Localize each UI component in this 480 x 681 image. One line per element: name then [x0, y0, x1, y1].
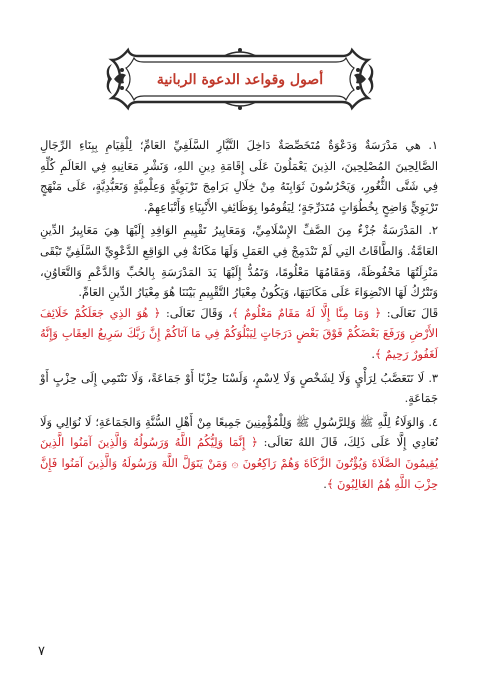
- verse-end-3: .: [323, 477, 327, 491]
- quran-verse-1: ﴿ وَمَا مِنَّا إِلَّا لَهُ مَقَامٌ مَعْلُومٌ ﴾: [231, 306, 382, 320]
- page-number: ٧: [38, 644, 45, 659]
- paragraph-2: ٢. المَدْرَسَةُ جُزْءٌ مِنَ الصَّفِّ الإِسْلَامِيِّ، وَمَعَايِيرُ تَقْيِيمِ الوَافِدِ إِلَيْهَا هِيَ مَعَايِيرُ الدِّينِ العَامَّةُ. وَالطَّاقَاتُ التِي لَمْ تَنْدَمِجْ فِي العَمَلِ وَلَهَا مَكَانَةٌ فِي الوَاقِعِ الدَّعْوِيِّ السَّلَفِيِّ تَبْقَى مَنْزِلَتُهَا مَحْفُوظَةً، وَمَقَامُهَا مَعْلُومًا، وَتَمُدُّ إِلَيْهَا يَدَ المَدْرَسَةِ بِالحُبِّ وَالدَّعْمِ وَالتَّعَاوُنِ، وَتَتْرُكُ لَهَا الانْضِوَاءَ عَلَى مَكَانَتِهَا، وَيَكُونُ مِعْيَارُ التَّقْيِيمِ بَيْنَنَا هُوَ مِعْيَارُ الدِّينِ العَامِّ.: [40, 224, 438, 300]
- paragraph-3: ٣. لَا نَتَعَصَّبُ لِرَأْيٍ وَلَا لِشَخْصٍ وَلَا لِاسْمٍ، وَلَسْنَا حِزْبًا أَوْ جَمَاعَةً، وَلَا نَنْتَمِي إِلَى حِزْبٍ أَوْ جَمَاعَةٍ.: [40, 371, 438, 406]
- paragraph-2-verses: [40, 304, 438, 366]
- paragraph-1: ١. هي مَدْرَسَةٌ وَدَعْوَةٌ مُتَخَصِّصَةٌ دَاخِلَ التَّيَّارِ السَّلَفِيِّ العَامِّ؛ لِلْقِيَامِ بِبِنَاءِ الرِّجَالِ الصَّالِحِينَ المُصْلِحِينَ، الذِينَ يَعْمَلُونَ عَلَى إِقَامَةِ دِينِ اللهِ، وَنَشْرِ مَعَانِيهِ فِي العَالَمِ كُلِّهِ فِي شَتَّى الثُّغُورِ، وَيَحْرُسُونَ ثَوَابِتَهُ مِنْ خِلَالِ بَرَامِجَ تَرْبَوِيَّةٍ وَعِلْمِيَّةٍ وَتَعَبُّدِيَّةٍ، عَلَى مَنْهَجٍ تَرْبَوِيٍّ وَاضِحٍ بِخُطُوَاتٍ مُتَدَرِّجَةٍ؛ لِيَقُومُوا بِوَظَائِفِ الأَنْبِيَاءِ وَأَتْبَاعِهِمْ.: [40, 139, 438, 214]
- quran-verse-3: ﴿ إِنَّمَا وَلِيُّكُمُ اللَّهُ وَرَسُولُهُ وَالَّذِينَ آمَنُوا الَّذِينَ يُقِيمُونَ الصَّلَاةَ وَيُؤْتُونَ الزَّكَاةَ وَهُمْ رَاكِعُونَ ۞ وَمَنْ يَتَوَلَّ اللَّهَ وَرَسُولَهُ وَالَّذِينَ آمَنُوا فَإِنَّ حِزْبَ اللَّهِ هُمُ الغَالِبُونَ ﴾: [40, 436, 438, 491]
- title-banner: [104, 46, 376, 112]
- paragraph-4-lead: ٤. وَالوَلَاءُ لِلَّهِ ﷺ وَلِلرَّسُولِ ﷺ وَلِلْمُؤْمِنِينَ جَمِيعًا مِنْ أَهْلِ السُّنَّةِ وَالجَمَاعَةِ؛ لَا نُوَالِي وَلَا نُعَادِي إِلَّا عَلَى ذَلِكَ، قَالَ اللهُ تَعَالَى:: [40, 415, 439, 450]
- page-title: أصول وقواعد الدعوة الربانية: [156, 72, 324, 88]
- verse-end-2: .: [371, 347, 375, 361]
- quran-verse-2: ﴿ هُوَ الذِي جَعَلَكُمْ خَلَائِفَ الأَرْضِ وَرَفَعَ بَعْضَكُمْ فَوْقَ بَعْضٍ دَرَجَاتٍ لِيَبْلُوَكُمْ فِي مَا آتَاكُمْ إِنَّ رَبَّكَ سَرِيعُ العِقَابِ وَإِنَّهُ لَغَفُورٌ رَحِيمٌ ﴾: [40, 306, 438, 361]
- document-body: [40, 136, 438, 498]
- verse-lead-2: ، وَقَالَ تَعَالَى:: [165, 306, 232, 320]
- verse-lead-1: قَالَ تَعَالَى:: [386, 306, 438, 320]
- paragraph-4: [40, 413, 438, 495]
